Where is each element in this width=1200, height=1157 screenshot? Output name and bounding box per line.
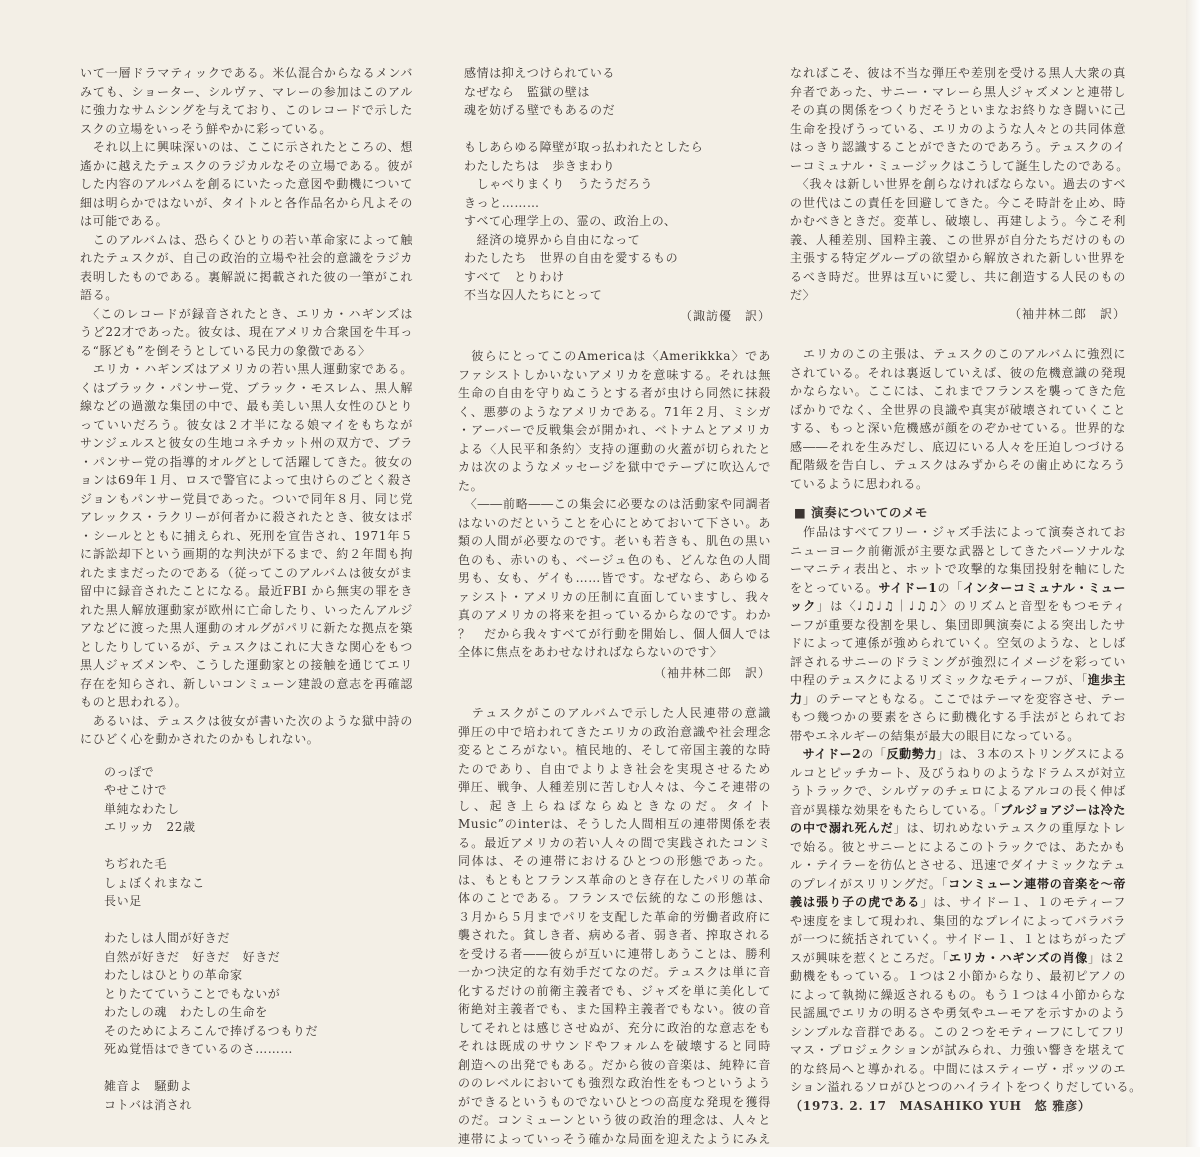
text-line: 男も、女も、ゲイも……皆です。なぜなら、あらゆる [458,571,771,585]
paragraph [458,495,771,662]
bold-title: の中で溺れ死んだ [790,821,894,835]
text-line: れた黒人解放運動家が欧州に亡命したり、いったんアルジ [80,602,413,617]
poem-line: すべて心理学上の、霊の、政治上の、 [464,214,677,228]
poem-line: コトバは消され [104,1097,192,1112]
poem-line: 単純なわたし [104,801,180,816]
bold-title: サイドー1 [878,580,938,595]
text-line: 帯やエネルギーの結集が最大の眼目になっている。 [790,728,1080,743]
text-line: にひどく心を動かされたのかもしれない。 [80,732,320,746]
text-line: エリカ・ハギンズはアメリカの若い黒人運動家である。 [92,362,413,376]
text-line: 弁者であった、サニー・マレーら黒人ジャズメンと連帯し [790,84,1126,99]
text-line: 襲された。貧しき者、病める者、弱き者、搾取される [458,928,771,942]
poem-line [104,1059,413,1078]
text-line: うトラックで、シルヴァのチェロによるアルコの長く伸ば [790,784,1126,798]
translator-credit: （袖井林二郎 訳） [1008,306,1126,321]
text-line: ３月から５月までパリを支配した革命的労働者政府に [458,909,771,924]
text-segment: 音が異様な効果をもたらしている。「 [790,802,1001,817]
text-line: それは既成のサウンドやフォルムを破壊すると同時 [458,1039,771,1053]
text-segment: の「 [937,580,963,595]
text-line: ーマニティ表出と、ホットで攻撃的な集団投射を軸にした [790,562,1126,576]
text-line: 評されるサニーのドラミングが強烈にイメージを彩ってい [790,654,1126,669]
text-line [790,949,1126,968]
text-line: アなどに渡った黒人運動のオルグがパリに新たな拠点を築 [80,621,413,635]
text-line: ーコミュナル・ミュージックはこうして誕生したのである。 [790,158,1129,173]
poem-line: なぜなら 監獄の壁は [464,84,591,99]
text-line [790,819,1126,838]
text-line: 一かつ決定的な有効手だてなのだ。テュスクは単に音 [458,965,771,979]
paragraph [790,523,1126,745]
poem-line: わたしは人間が好きだ [104,931,231,945]
bold-title: エリカ・ハギンズの肖像 [948,950,1088,965]
page-bottom-edge [0,1147,1200,1157]
text-line: ものと思われる）。 [80,695,188,709]
text-line: 類の人間が必要なのです。老いも若きも、肌色の黒い [458,534,771,548]
text-line: 的な終局へと導かれる。中間にはスティーヴ・ポッツのエ [790,1061,1126,1076]
text-line: ニューヨーク前衛派が主要な武器としてきたパーソナルな [790,543,1126,558]
page-edge [1186,0,1200,1157]
text-line: 作品はすべてフリー・ジャズ手法によって演奏されてお [802,525,1126,539]
text-line: で始る。彼とサニーとによるこのトラックでは、あたかも [790,839,1126,854]
bold-title: コンミューン連帯の音楽を～帝 [948,876,1126,891]
text-segment: スが興味を惹くところだ。「 [790,950,949,965]
text-segment: 中程のテュスクによるリズミックなモティーフが、「 [790,673,1088,687]
poem-line: わたしはひとりの革命家 [104,968,243,982]
bold-title: サイドー2 [802,747,862,761]
text-line: ル・テイラーを彷仏とさせる、迅速でダイナミックなテュ [790,858,1126,872]
text-line: る。最近アメリカの若い人々の間で実践されたコンミ [458,835,771,850]
text-line: くはブラック・パンサー党、ブラック・モスレム、黒人解 [80,380,413,395]
translator-credit: （諏訪優 訳） [679,308,771,323]
text-line: 〈このレコードが録音されたとき、エリカ・ハギンズは [93,306,413,321]
text-line: ・パンサー党の指導的オルグとして活躍してきた。彼女の [80,454,413,469]
text-line: してそれとは感じさせぬが、充分に政治的な意志をも [458,1020,771,1035]
poem-line: わたしたちは 歩きまわり [464,158,616,173]
text-line: た。 [458,478,484,493]
text-line: だ〉 [790,288,816,302]
text-segment [790,747,803,761]
text-line: 義、人種差別、国粋主義、この世界が自分たちだけのもの [790,232,1126,247]
text-segment: をとっている。 [790,580,879,595]
text-line: 生命を投げうっている、エリカのような人々との共同体意 [790,121,1126,136]
section-heading: ■ 演奏についてのメモ [794,505,928,520]
text-line: 彼らにとってこのAmericaは〈Amerikkka〉であ [471,349,771,363]
poem [458,64,771,305]
text-line: スクの立場をいっそう鮮やかに彩っている。 [80,121,333,136]
text-line: ののレベルにおいても強烈な政治性をもつというよう [458,1076,771,1090]
text-line: ？ だから我々すべてが行動を開始し、個人個人では [458,626,771,641]
text-line: なればこそ、彼は不当な弾圧や差別を受ける黒人大衆の真 [790,66,1126,80]
text-line: 民謡風でエリカの明るさや勇気やユーモアを示すかのよう [790,1006,1126,1020]
text-line [790,671,1126,690]
paragraph [458,347,771,495]
poem-line: 経済の境界から自由になって [464,232,641,247]
poem-line: 死ぬ覚悟はできているのさ……… [104,1042,294,1056]
poem-line: 雑音よ 騒動よ [104,1079,193,1093]
text-line: あるいは、テュスクは彼女が書いた次のような獄中詩の [92,713,413,728]
text-line: ばかりでなく、全世界の良識や真実が破壊されていくこと [790,402,1126,417]
poem-line: もしあらゆる障壁が取っ払われたとしたら [464,140,704,154]
paragraph [790,345,1126,493]
paragraph [458,704,771,1148]
author-signature: （1973. 2. 17 MASAHIKO YUH 悠 雅彦） [790,1098,1091,1113]
text-line: Music”のinterは、そうした人間相互の連帯関係を表 [458,817,771,831]
text-segment: 」は〈♩♫♩♫｜♩♫♫〉のリズムと音型をもつモティ [816,599,1126,613]
poem-line [464,120,771,139]
text-line: ション溢れるソロがひとつのハイライトをつくりだしている。 [790,1080,1142,1094]
text-line: 弾圧、戦争、人種差別に苦しむ人々は、今こそ連帯の [458,780,771,794]
paragraph [80,305,413,361]
text-line: はっきり認識することができたのであろう。テュスクのイ [790,140,1126,154]
translator-credit: （袖井林二郎 訳） [653,665,771,680]
poem-line: 感情は抑えつけられている [464,66,615,80]
text-line: ルコとピッチカート、及びうねりのようなドラムスが対立 [790,765,1126,780]
text-line: 同体は、その連帯におけるひとつの形態であった。 [458,854,771,868]
poem-line: しょぼくれまなこ [104,875,205,890]
text-line: サンジェルスと彼女の生地コネチカット州の双方で、ブラ [80,436,413,450]
text-line [790,893,1126,912]
paragraph [790,175,1126,305]
text-line: れたテュスクが、自己の政治的立場や社会的意識をラジカ [80,251,413,265]
text-line: 語る。 [80,288,118,302]
text-line [790,597,1126,616]
text-line: 存在を知らされ、新しいコンミューン建設の意志を再確認 [80,676,413,691]
text-line: っていいだろう。彼女は２才半になる娘マイをもちなが [80,417,413,432]
text-segment: のプレイがスリリングだ。「 [790,876,949,891]
poem-line [104,911,413,930]
poem-line: のっぽで [104,764,155,779]
paragraph [80,64,413,138]
text-line: マス・プロジェクションが試みられ、力強い響きを堪えて [790,1043,1126,1057]
text-line [790,745,1126,764]
poem-line: 魂を妨げる壁でもあるのだ [464,103,616,117]
poem-line: やせこけで [104,783,168,797]
text-segment: 」のテーマともなる。ここではテーマを変容させ、テー [802,691,1126,706]
text-line: ているように思われる。 [790,476,929,491]
text-line: かむべきときだ。変革し、破壊し、再建しよう。今こそ利 [790,214,1126,228]
text-line: はないのだということを心にとめておいて下さい。あ [458,515,771,530]
text-line: 色のも、赤いのも、ベージュ色のも、どんな色の人間 [458,552,771,567]
paragraph [80,360,413,712]
text-line: としたりしているが、テュスクはこれに大きな関心をもつ [80,639,413,654]
text-line: ーフが重要な役割を果し、集団即興演奏による突出したサ [790,617,1126,632]
text-line: ョンは69年１月、ロスで警官によって虫けらのごとく殺さ [80,473,413,487]
text-line: 感――それを生みだし、底辺にいる人々を圧迫しつづける [790,439,1126,454]
text-line: は、もともとフランス革命のとき存在したパリの革命 [458,872,771,887]
text-line: されている。それは裏返していえば、彼の危機意識の発現 [790,365,1126,380]
text-line: ・アーバーで反戦集会が開かれ、ベトナムとアメリカ [458,423,771,437]
text-line: よる〈人民平和条約〉支持の運動の火蓋が切られたと [458,441,771,456]
text-line: 術絶対主義者でも、また国粋主義者でもない。彼の音 [458,1002,771,1016]
bold-title: ブルジョアジーは冷た [1000,802,1126,817]
poem-line: きっと……… [464,195,540,210]
text-line [790,801,1126,820]
text-line: 変るところがない。植民地的、そして帝国主義的な時 [458,743,771,757]
bold-title: 力 [790,691,803,706]
text-line: 黒人ジャズメンや、こうした運動家との接触を通じてエリ [80,658,413,672]
text-line: や速度をまして現われ、集団的なプレイによってバラバラ [790,913,1126,928]
text-line: るべき時だ。世界は互いに愛し、共に創造する人民のもの [790,269,1126,284]
text-line: に強力なサムシングを与えており、このレコードで示した [80,103,413,117]
text-line: テュスクがこのアルバムで示した人民連帯の意識 [471,706,771,720]
text-line: のだ。コンミューンという彼の政治的理念は、人々と [458,1113,771,1127]
poem-line: 不当な囚人たちにとって [464,288,603,302]
paragraph [80,712,413,749]
text-line: 〈――前略――この集会に必要なのは活動家や同調者 [470,497,771,511]
poem-line: エリッカ 22歳 [104,820,196,834]
poem-line: すべて とりわけ [464,269,565,284]
text-line: によって執拗に繰返されるもの。もう１つは４小節からな [790,987,1126,1002]
text-line: このアルバムは、恐らくひとりの若い革命家によって触 [92,232,413,247]
poem-line: わたしたち 世界の自由を愛するもの [464,251,679,265]
text-line: が一つに統括されていく。サイドー１、１とはちがったプ [790,932,1126,946]
paragraph [80,138,413,231]
bold-title: ック [790,599,817,613]
text-line [790,579,1126,598]
text-line [790,690,1126,709]
text-line: 遙かに越えたテュスクのラジカルなその立場である。彼が [80,158,413,173]
poem-line: 長い足 [104,894,142,908]
text-line: たのであり、自由でよりよき社会を実現させるため [458,761,771,776]
text-line: 線などの過激な集団の中で、最も美しい黒人女性のひとり [80,399,413,413]
text-line: もつ幾つかの要素をさらに動機化する手法がとられてお [790,710,1126,724]
text-line: る“豚ども”を倒そうとしている民力の象徴である〉 [80,343,371,358]
text-line: 連帯によっていっそう確かな局面を迎えたようにみえ [458,1131,771,1146]
poem-line: とりたてていうことでもないが [104,986,281,1001]
text-line: 創造への出発でもある。だから彼の音楽は、純粋に音 [458,1057,771,1072]
text-segment: 」は、切れめないテュスクの重厚なトレ [893,821,1126,835]
text-line: いて一層ドラマティックである。米仏混合からなるメンバ [80,66,413,80]
text-line: その真の関係をつくりだそうといまなお終りなき闘いに己 [790,103,1126,117]
text-line: ァシスト・アメリカの圧制に直面していますし、我々 [458,589,771,604]
text-line: を受ける者――彼らが互いに連帯しあうことは、勝利 [458,946,771,961]
text-line: かならない。ここには、これまでフランスを襲ってきた危 [790,384,1126,398]
column-right [790,64,1142,1115]
text-segment: 」は、サイドー１、１のモティーフ [920,895,1126,909]
text-line: 配階級を告白し、テュスクはみずからその歯止めになろう [790,458,1126,472]
text-line: シンプルな音群である。この２つをモティーフにしてフリ [790,1024,1126,1039]
paragraph [790,64,1129,175]
text-line [790,875,1126,894]
poem-line: しゃべりまくり うたうだろう [464,177,654,191]
text-line: ジョンもパンサー党員であった。ついで同年８月、同じ党 [80,491,413,506]
bold-title: 進歩主 [1087,673,1126,687]
text-line: は可能である。 [80,214,169,228]
column-middle [458,64,771,1148]
text-line: く、悪夢のようなアメリカである。71年２月、ミシガ [458,404,771,419]
text-segment: 」は、３本のストリングスによる [937,747,1126,761]
text-line: うど22才であった。彼女は、現在アメリカ合衆国を牛耳っ [80,325,413,339]
paragraph [80,231,413,305]
text-line: カは次のようなメッセージを獄中でテープに吹込んで [458,460,771,474]
poem-line [104,837,413,856]
column-left [80,64,413,1114]
text-line: アレックス・ラクリーが何者かに殺されたとき、彼女はボ [80,510,413,524]
text-line: 化するだけの前衛主義者でも、ジャズを単に美化して [458,983,771,998]
text-line: 〈我々は新しい世界を創らなければならない。過去のすべ [802,177,1126,191]
text-segment: 」は２ [1087,950,1126,965]
poem-line: そのためによろこんで捧げるつもりだ [104,1023,319,1038]
text-line: 動機をもっている。１つは２小節からなり、最初ピアノの [790,969,1126,983]
text-line: 体のことである。フランスで伝統的なこの形態は、 [458,891,771,905]
poem-line: わたしの魂 わたしの生命を [104,1005,268,1019]
text-line: エリカのこの主張は、テュスクのこのアルバムに強烈に [803,347,1126,361]
text-segment: の「 [861,747,887,761]
bold-title: 反動勢力 [886,747,938,761]
text-line: 弾圧の中で培われてきたエリカの政治意識や社会理念 [458,724,771,739]
text-line: 生命の自由を守りぬこうとする者が虫けら同然に抹殺 [458,386,771,400]
paragraph [790,745,1142,1097]
text-line: ができるというものでないひとつの高度な発現を獲得 [458,1094,771,1109]
text-line: 全体に焦点をあわせなければならないのです〉 [458,645,723,659]
text-line: ファシストしかいないアメリカを意味する。それは無 [458,367,771,382]
text-line: それ以上に興味深いのは、ここに示されたところの、想 [92,140,413,154]
text-line: し、起き上らねばならぬときなのだ。タイト [458,798,771,813]
text-line: れたままだったのである（従ってこのアルバムは彼女がま [80,565,413,580]
text-line: した内容のアルバムを創るにいたった意図や動機について [80,177,413,191]
text-line: 真のアメリカの将来を担っているからなのです。わか [458,608,771,622]
text-line: 細は明らかではないが、タイトルと各作品名から凡よその [80,195,413,210]
text-line: する、もっと深い危機感が顔をのぞかせている。世界的な [790,421,1126,435]
text-line: ・シールとともに捕えられ、死刑を宣告され、1971年５ [80,528,413,543]
text-line: 表明したものである。裏解説に掲載された彼の一筆がこれ [80,269,413,284]
poem [80,763,413,1115]
text-line: みても、ショーター、シルヴァ、マレーの参加はこのアル [80,84,413,99]
bold-title: インターコミュナル・ミュー [962,580,1126,595]
bold-title: 義は張り子の虎である [790,895,921,909]
text-line: の世代はこの責任を回避してきた。今こそ時計を止め、時 [790,195,1126,210]
text-line: ドによって連係が強められていく。空気のような、としば [790,636,1126,650]
text-line: 留中に録音されたことになる。最近FBI から無実の罪をき [80,584,413,598]
text-line: 主張する特定グループの欲望から解放された新しい世界を [790,251,1126,265]
poem-line: 自然が好きだ 好きだ 好きだ [104,949,281,964]
text-line: に訴訟却下という画期的な判決が下るまで、約２年間も拘 [80,547,413,561]
poem-line: ちぢれた毛 [104,857,168,871]
